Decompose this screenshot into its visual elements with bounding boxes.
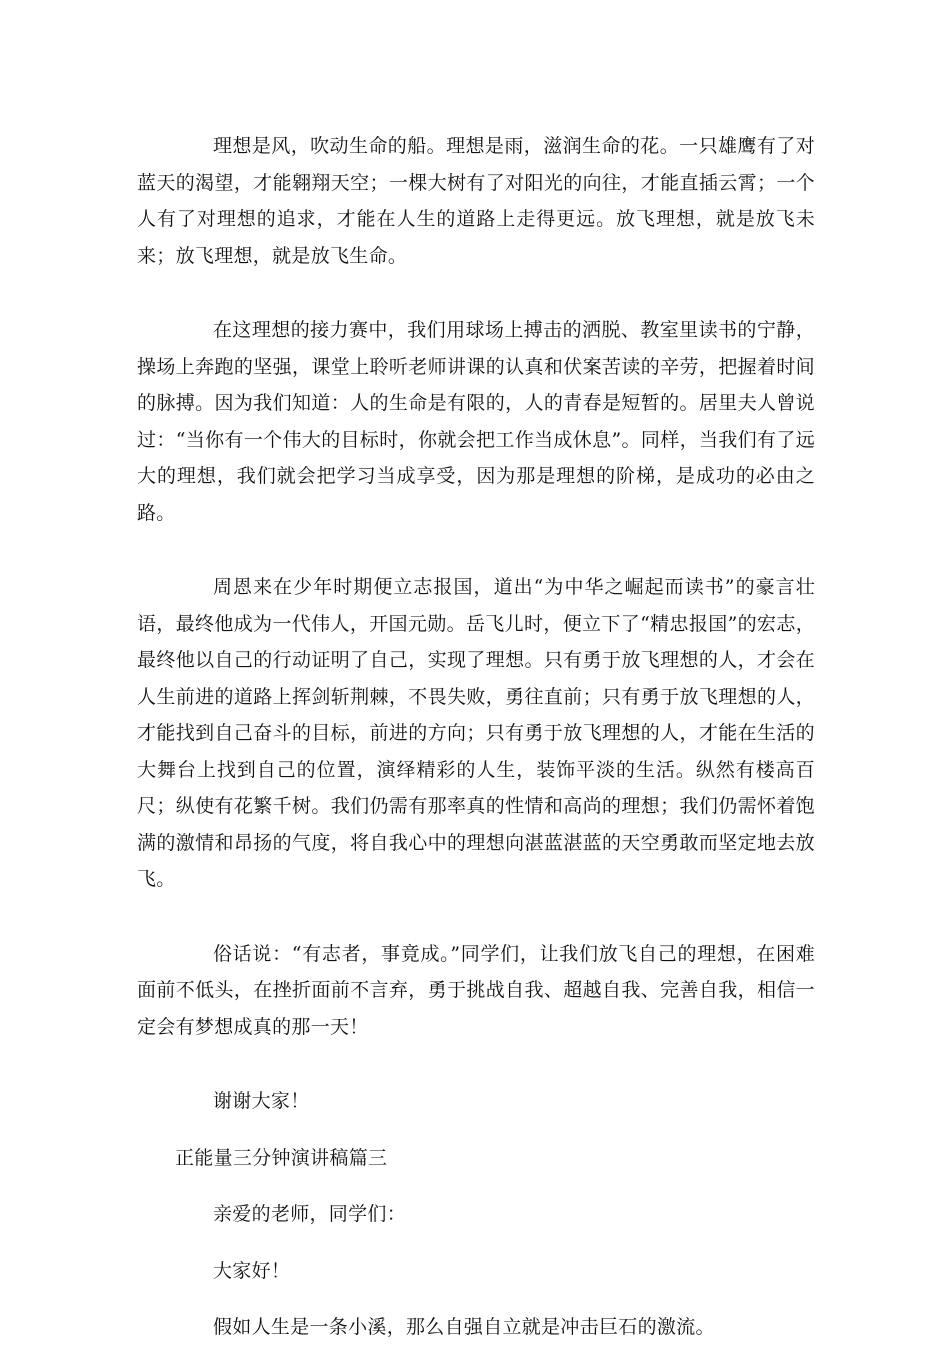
hello-line: 大家好！ <box>213 1259 291 1282</box>
thanks-line: 谢谢大家！ <box>213 1090 310 1112</box>
paragraph-zhou-enlai: 周恩来在少年时期便立志报国，道出“为中华之崛起而读书”的豪言壮语，最终他成为一代伟人，开国元勋。岳飞儿时，便立下了“精忠报国”的宏志，最终他以自己的行动证明了自己，实现了理想。只有勇于放飞理想的人，才会在人生前进的道路上挥剑斩荆棘，不畏失败，勇往直前；只有勇于放飞理想的人，才能找到自己奋斗的目标，前进的方向；只有勇于放飞理想的人，才能在生活的大舞台上找到自己的位置，演绎精彩的人生，装饰平淡的生活。纵然有楼高百尺；纵使有花繁千树。我们仍需有那率真的性情和高尚的理想；我们仍需怀着饱满的激情和昂扬的气度，将自我心中的理想向湛蓝湛蓝的天空勇敢而坚定地去放飞。 <box>137 576 815 890</box>
paragraph-relay-race: 在这理想的接力赛中，我们用球场上搏击的洒脱、教室里读书的宁静，操场上奔跑的坚强，课堂上聆听老师讲课的认真和伏案苦读的辛劳，把握着时间的脉搏。因为我们知道：人的生命是有限的，人的青春是短暂的。居里夫人曾说过：“当你有一个伟大的目标时，你就会把工作当成休息”。同样，当我们有了远大的理想，我们就会把学习当成享受，因为那是理想的阶梯，是成功的必由之路。 <box>137 319 815 524</box>
paragraph-ideal-wind: 理想是风，吹动生命的船。理想是雨，滋润生命的花。一只雄鹰有了对蓝天的渴望，才能翱翔天空；一棵大树有了对阳光的向往，才能直插云霄；一个人有了对理想的追求，才能在人生的道路上走得更远。放飞理想，就是放飞未来；放飞理想，就是放飞生命。 <box>137 135 815 267</box>
paragraph-proverb: 俗话说：“有志者，事竟成。”同学们，让我们放飞自己的理想，在困难面前不低头，在挫折面前不言弃，勇于挑战自我、超越自我、完善自我，相信一定会有梦想成真的那一天！ <box>137 942 815 1038</box>
greeting-line: 亲爱的老师，同学们： <box>213 1203 407 1225</box>
opening-line: 假如人生是一条小溪，那么自强自立就是冲击巨石的激流。 <box>213 1316 715 1338</box>
section-title: 正能量三分钟演讲稿篇三 <box>175 1146 388 1169</box>
document-page <box>137 128 815 1366</box>
